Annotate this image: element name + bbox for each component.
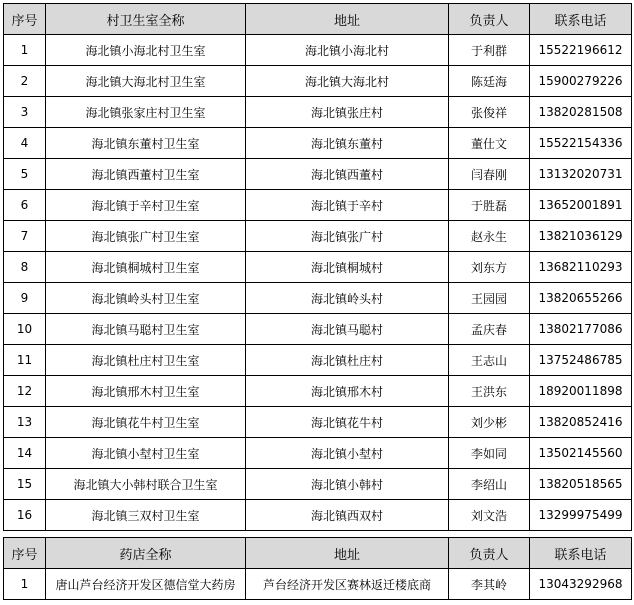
cell-index: 16 — [4, 500, 46, 531]
clinic-header-row — [4, 4, 632, 35]
cell-name: 海北镇小海北村卫生室 — [46, 35, 246, 66]
cell-address: 海北镇小韩村 — [246, 469, 449, 500]
cell-index: 15 — [4, 469, 46, 500]
table-row — [4, 159, 632, 190]
cell-person: 王洪东 — [449, 376, 530, 407]
table-row — [4, 469, 632, 500]
header-phone: 联系电话 — [530, 4, 632, 35]
cell-name: 海北镇三双村卫生室 — [46, 500, 246, 531]
header-phone: 联系电话 — [530, 538, 632, 569]
cell-index: 9 — [4, 283, 46, 314]
header-index: 序号 — [4, 538, 46, 569]
cell-index: 12 — [4, 376, 46, 407]
table-row — [4, 97, 632, 128]
table-row — [4, 221, 632, 252]
table-row — [4, 283, 632, 314]
cell-phone: 13132020731 — [530, 159, 632, 190]
cell-person: 董仕文 — [449, 128, 530, 159]
cell-name: 海北镇于辛村卫生室 — [46, 190, 246, 221]
cell-name: 海北镇东董村卫生室 — [46, 128, 246, 159]
cell-person: 孟庆春 — [449, 314, 530, 345]
cell-index: 7 — [4, 221, 46, 252]
cell-address: 海北镇于辛村 — [246, 190, 449, 221]
cell-phone: 13682110293 — [530, 252, 632, 283]
cell-index: 14 — [4, 438, 46, 469]
cell-name: 海北镇大海北村卫生室 — [46, 66, 246, 97]
cell-index: 1 — [4, 569, 46, 600]
header-index: 序号 — [4, 4, 46, 35]
cell-name: 海北镇张广村卫生室 — [46, 221, 246, 252]
cell-phone: 13821036129 — [530, 221, 632, 252]
cell-index: 1 — [4, 35, 46, 66]
cell-phone: 18920011898 — [530, 376, 632, 407]
header-person: 负责人 — [449, 4, 530, 35]
cell-name: 海北镇桐城村卫生室 — [46, 252, 246, 283]
table-row — [4, 35, 632, 66]
header-address: 地址 — [246, 538, 449, 569]
cell-phone: 15522196612 — [530, 35, 632, 66]
cell-phone: 13820655266 — [530, 283, 632, 314]
cell-index: 2 — [4, 66, 46, 97]
cell-phone: 15522154336 — [530, 128, 632, 159]
cell-address: 海北镇西董村 — [246, 159, 449, 190]
cell-person: 王园园 — [449, 283, 530, 314]
header-address: 地址 — [246, 4, 449, 35]
cell-address: 海北镇杜庄村 — [246, 345, 449, 376]
cell-person: 刘文浩 — [449, 500, 530, 531]
cell-address: 海北镇马聪村 — [246, 314, 449, 345]
cell-name: 海北镇花牛村卫生室 — [46, 407, 246, 438]
cell-name: 海北镇岭头村卫生室 — [46, 283, 246, 314]
cell-person: 张俊祥 — [449, 97, 530, 128]
cell-index: 3 — [4, 97, 46, 128]
cell-phone: 15900279226 — [530, 66, 632, 97]
cell-address: 海北镇岭头村 — [246, 283, 449, 314]
cell-index: 10 — [4, 314, 46, 345]
cell-phone: 13043292968 — [530, 569, 632, 600]
cell-address: 海北镇小堼村 — [246, 438, 449, 469]
cell-phone: 13299975499 — [530, 500, 632, 531]
cell-address: 芦台经济开发区赛林返迁楼底商 — [246, 569, 449, 600]
cell-person: 于利群 — [449, 35, 530, 66]
table-row — [4, 438, 632, 469]
cell-address: 海北镇张庄村 — [246, 97, 449, 128]
cell-name: 海北镇大小韩村联合卫生室 — [46, 469, 246, 500]
cell-person: 陈廷海 — [449, 66, 530, 97]
cell-person: 李绍山 — [449, 469, 530, 500]
cell-address: 海北镇张广村 — [246, 221, 449, 252]
cell-person: 闫春刚 — [449, 159, 530, 190]
cell-address: 海北镇花牛村 — [246, 407, 449, 438]
cell-index: 13 — [4, 407, 46, 438]
cell-index: 8 — [4, 252, 46, 283]
pharmacy-header-row — [4, 538, 632, 569]
cell-person: 刘少彬 — [449, 407, 530, 438]
table-row — [4, 252, 632, 283]
cell-phone: 13502145560 — [530, 438, 632, 469]
cell-phone: 13820281508 — [530, 97, 632, 128]
table-row — [4, 190, 632, 221]
cell-name: 海北镇马聪村卫生室 — [46, 314, 246, 345]
cell-person: 王志山 — [449, 345, 530, 376]
cell-person: 刘东方 — [449, 252, 530, 283]
cell-address: 海北镇大海北村 — [246, 66, 449, 97]
header-clinic-name: 村卫生室全称 — [46, 4, 246, 35]
table-row — [4, 314, 632, 345]
clinic-table — [3, 3, 632, 531]
cell-name: 海北镇小堼村卫生室 — [46, 438, 246, 469]
cell-person: 李其岭 — [449, 569, 530, 600]
table-row — [4, 376, 632, 407]
cell-index: 11 — [4, 345, 46, 376]
cell-index: 5 — [4, 159, 46, 190]
cell-index: 6 — [4, 190, 46, 221]
cell-name: 海北镇杜庄村卫生室 — [46, 345, 246, 376]
pharmacy-table — [3, 537, 632, 600]
cell-phone: 13652001891 — [530, 190, 632, 221]
table-row — [4, 345, 632, 376]
cell-phone: 13820518565 — [530, 469, 632, 500]
table-row — [4, 407, 632, 438]
table-row — [4, 128, 632, 159]
cell-name: 唐山芦台经济开发区德信堂大药房 — [46, 569, 246, 600]
cell-phone: 13820852416 — [530, 407, 632, 438]
header-pharmacy-name: 药店全称 — [46, 538, 246, 569]
cell-name: 海北镇邢木村卫生室 — [46, 376, 246, 407]
cell-address: 海北镇桐城村 — [246, 252, 449, 283]
cell-address: 海北镇邢木村 — [246, 376, 449, 407]
cell-person: 李如同 — [449, 438, 530, 469]
cell-person: 于胜磊 — [449, 190, 530, 221]
cell-name: 海北镇张家庄村卫生室 — [46, 97, 246, 128]
table-row — [4, 569, 632, 600]
cell-index: 4 — [4, 128, 46, 159]
table-row — [4, 66, 632, 97]
cell-address: 海北镇西双村 — [246, 500, 449, 531]
cell-name: 海北镇西董村卫生室 — [46, 159, 246, 190]
cell-address: 海北镇东董村 — [246, 128, 449, 159]
cell-person: 赵永生 — [449, 221, 530, 252]
table-row — [4, 500, 632, 531]
cell-phone: 13802177086 — [530, 314, 632, 345]
header-person: 负责人 — [449, 538, 530, 569]
cell-address: 海北镇小海北村 — [246, 35, 449, 66]
cell-phone: 13752486785 — [530, 345, 632, 376]
